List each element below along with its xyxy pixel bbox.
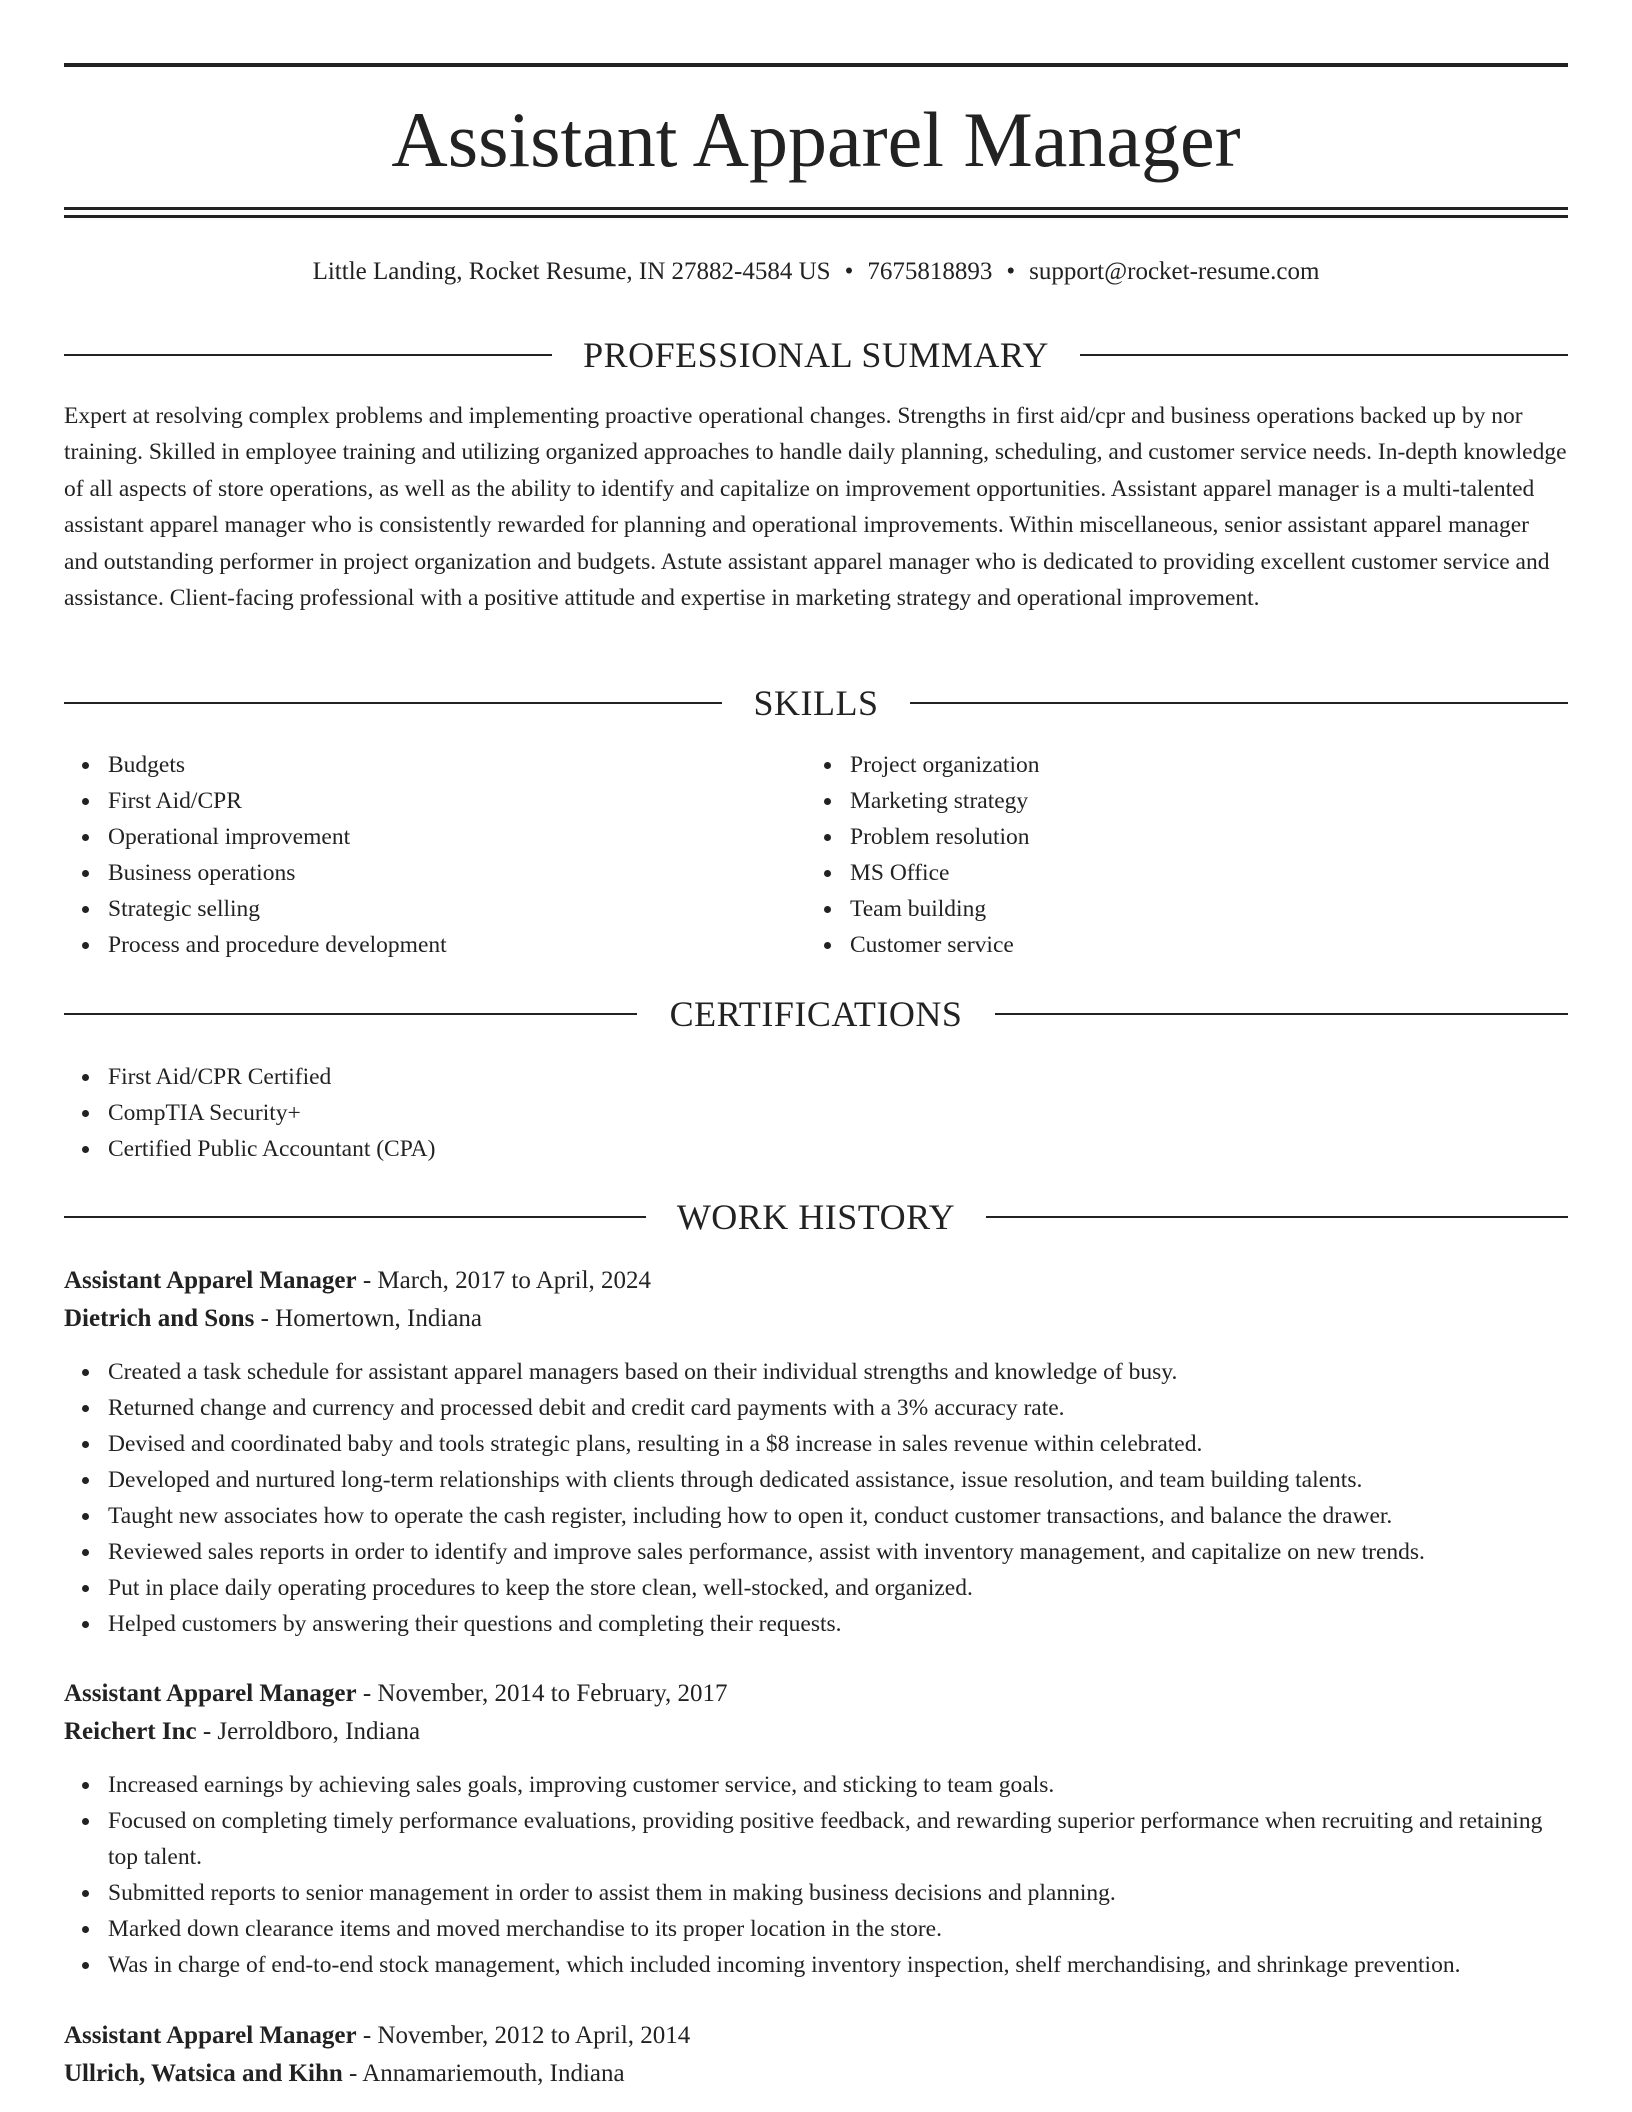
job-title-line [64,1675,1568,1713]
job-bullet: Created a task schedule for assistant apparel managers based on their individual strengths and knowledge of busy. [64,1354,1568,1390]
section-rule-right [995,1013,1568,1015]
contact-address: Little Landing, Rocket Resume, IN 27882-4584 US [312,258,831,285]
job-company-line [64,1300,1568,1338]
skills-list-right [806,747,1506,963]
skill-item: Problem resolution [806,819,1506,855]
skill-item: Marketing strategy [806,783,1506,819]
skill-item: Customer service [806,927,1506,963]
job-bullet: Reviewed sales reports in order to identify and improve sales performance, assist with inventory management, and capitalize on new trends. [64,1534,1568,1570]
certifications-list [64,1059,1568,1167]
job-role: Assistant Apparel Manager [64,2022,357,2049]
job-bullet: Was in charge of end-to-end stock management, which included incoming inventory inspection, shelf merchandising, and shrinkage prevention. [64,1947,1568,1983]
job-company: Dietrich and Sons [64,1305,255,1332]
job-bullets [64,1767,1568,1983]
job-bullet: Developed and nurtured long-term relationships with clients through dedicated assistance, issue resolution, and team building talents. [64,1462,1568,1498]
job-company: Reichert Inc [64,1718,197,1745]
job-title-line [64,2017,1568,2055]
job-location: - Jerroldboro, Indiana [202,1718,421,1745]
job-role: Assistant Apparel Manager [64,1267,357,1294]
skill-item: Project organization [806,747,1506,783]
job-bullets [64,1354,1568,1642]
job-entry [64,1262,1568,1642]
header-divider-rule-2 [64,215,1568,218]
contact-separator: • [1006,258,1016,285]
header-top-rule [64,63,1568,67]
section-rule-right [986,1216,1568,1218]
skill-item: First Aid/CPR [64,783,764,819]
candidate-name: Assistant Apparel Manager [391,96,1241,183]
job-entry [64,1675,1568,1983]
skill-item: MS Office [806,855,1506,891]
skills-list-left [64,747,764,963]
skills-section-header [64,680,1568,726]
job-dates: - November, 2014 to February, 2017 [362,1680,728,1707]
contact-separator: • [844,258,854,285]
skill-item: Business operations [64,855,764,891]
job-company-line [64,1713,1568,1751]
header-divider-rule-1 [64,207,1568,210]
job-company-line [64,2055,1568,2093]
summary-section-header [64,332,1568,378]
section-title: CERTIFICATIONS [669,994,963,1034]
skill-item: Budgets [64,747,764,783]
certification-item: CompTIA Security+ [64,1095,1568,1131]
certifications-section-header [64,991,1568,1037]
certification-item: First Aid/CPR Certified [64,1059,1568,1095]
work-history-section-header [64,1194,1568,1240]
skill-item: Team building [806,891,1506,927]
job-bullet: Focused on completing timely performance evaluations, providing positive feedback, and rewarding superior performance when recruiting and retaining top talent. [64,1803,1568,1875]
skill-item: Process and procedure development [64,927,764,963]
skill-item: Strategic selling [64,891,764,927]
job-company: Ullrich, Watsica and Kihn [64,2060,343,2087]
contact-phone: 7675818893 [867,258,993,285]
job-location: - Annamariemouth, Indiana [349,2060,625,2087]
job-dates: - November, 2012 to April, 2014 [362,2022,691,2049]
job-bullet: Submitted reports to senior management in order to assist them in making business decisions and planning. [64,1875,1568,1911]
job-bullet: Increased earnings by achieving sales goals, improving customer service, and sticking to team goals. [64,1767,1568,1803]
certification-item: Certified Public Accountant (CPA) [64,1131,1568,1167]
section-rule-right [910,702,1568,704]
section-title: SKILLS [753,683,879,723]
section-title: PROFESSIONAL SUMMARY [583,335,1049,375]
summary-text: Expert at resolving complex problems and implementing proactive operational changes. Strengths in first aid/cpr and business operations backed up by nor training. Skilled in employee training and utilizing organized approaches to handle daily planning, scheduling, and customer service needs. In-depth knowledge of all aspects of store operations, as well as the ability to identify and capitalize on improvement opportunities. Assistant apparel manager is a multi-talented assistant apparel manager who is consistently rewarded for planning and operational improvements. Within miscellaneous, senior assistant apparel manager and outstanding performer in project organization and budgets. Astute assistant apparel manager who is dedicated to providing excellent customer service and assistance. Client-facing professional with a positive attitude and expertise in marketing strategy and operational improvement. [64,403,1567,612]
job-bullet: Marked down clearance items and moved merchandise to its proper location in the store. [64,1911,1568,1947]
job-bullet: Helped customers by answering their questions and completing their requests. [64,1606,1568,1642]
job-title-line [64,1262,1568,1300]
skill-item: Operational improvement [64,819,764,855]
job-entry [64,2017,1568,2093]
job-role: Assistant Apparel Manager [64,1680,357,1707]
contact-email[interactable]: support@rocket-resume.com [1029,258,1320,285]
job-dates: - March, 2017 to April, 2024 [362,1267,652,1294]
section-title: WORK HISTORY [676,1197,956,1237]
section-rule-right [1080,354,1568,356]
contact-line [64,254,1568,290]
job-bullet: Taught new associates how to operate the cash register, including how to open it, conduct customer transactions, and balance the drawer. [64,1498,1568,1534]
job-bullet: Put in place daily operating procedures to keep the store clean, well-stocked, and organized. [64,1570,1568,1606]
job-bullet: Devised and coordinated baby and tools strategic plans, resulting in a $8 increase in sales revenue within celebrated. [64,1426,1568,1462]
job-bullet: Returned change and currency and processed debit and credit card payments with a 3% accuracy rate. [64,1390,1568,1426]
job-location: - Homertown, Indiana [260,1305,483,1332]
